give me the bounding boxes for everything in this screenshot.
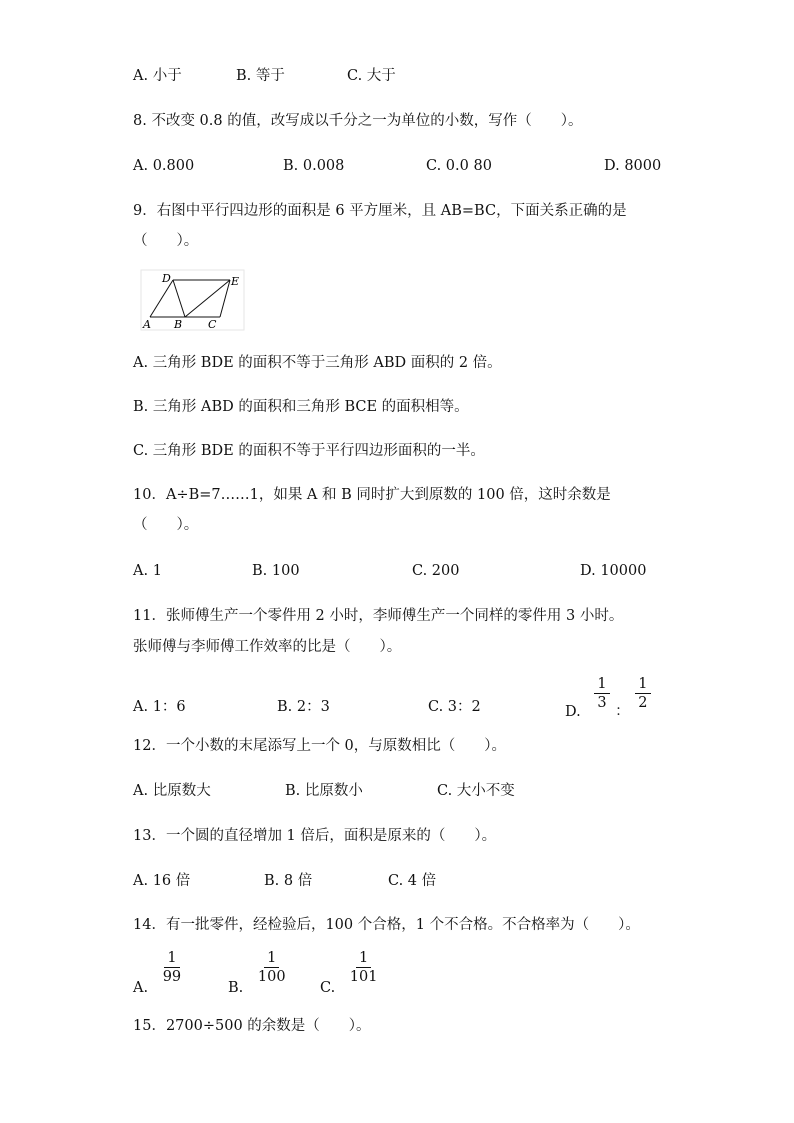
q12-option-b[interactable]: B. 比原数小	[285, 783, 363, 799]
q8-option-d[interactable]: D. 8000	[604, 158, 662, 174]
q14-option-b-label: B.	[228, 979, 244, 996]
q10-option-b[interactable]: B. 100	[252, 563, 300, 579]
q10-stem-line1: 10．A÷B=7……1，如果 A 和 B 同时扩大到原数的 100 倍，这时余数是	[133, 487, 611, 503]
q11-stem-line2: 张师傅与李师傅工作效率的比是（ ）。	[133, 639, 402, 655]
q11-option-d-fraction-2	[635, 676, 650, 711]
q10-option-d[interactable]: D. 10000	[580, 563, 647, 579]
q11-option-d-fraction-1	[594, 676, 609, 711]
q11-option-d-label: D.	[565, 703, 581, 720]
fraction-denominator: 2	[638, 695, 648, 711]
fraction-numerator: 1	[164, 950, 179, 968]
q8-option-b[interactable]: B. 0.008	[283, 158, 345, 174]
q12-stem: 12．一个小数的末尾添写上一个 0，与原数相比（ ）。	[133, 738, 507, 754]
fraction-denominator: 99	[162, 969, 182, 985]
label-d: D	[162, 272, 171, 285]
fraction-numerator: 1	[356, 950, 371, 968]
q8-stem: 8. 不改变 0.8 的值，改写成以千分之一为单位的小数，写作（ ）。	[133, 113, 583, 129]
q12-option-c[interactable]: C. 大小不变	[437, 783, 515, 799]
q13-option-b[interactable]: B. 8 倍	[264, 873, 313, 889]
q14-option-b[interactable]	[228, 950, 290, 996]
label-e: E	[231, 275, 240, 288]
q14-option-c-label: C.	[320, 979, 336, 996]
q12-option-a[interactable]: A. 比原数大	[133, 783, 211, 799]
fraction-denominator: 101	[349, 969, 378, 985]
fraction-numerator: 1	[635, 676, 650, 694]
q7-option-c[interactable]: C. 大于	[347, 68, 396, 84]
q11-option-b[interactable]: B. 2：3	[277, 699, 330, 715]
segment-db	[173, 280, 185, 317]
q8-option-a[interactable]: A. 0.800	[133, 158, 195, 174]
q10-stem-line2: （ ）。	[133, 517, 199, 533]
q9-option-a[interactable]: A. 三角形 BDE 的面积不等于三角形 ABD 面积的 2 倍。	[133, 355, 502, 371]
q7-option-a[interactable]: A. 小于	[133, 68, 182, 84]
label-a: A	[143, 318, 151, 331]
q10-option-c[interactable]: C. 200	[412, 563, 460, 579]
q9-stem-line1: 9．右图中平行四边形的面积是 6 平方厘米，且 AB=BC，下面关系正确的是	[133, 203, 627, 219]
q11-option-c[interactable]: C. 3：2	[428, 699, 481, 715]
fraction-denominator: 3	[597, 695, 607, 711]
q11-stem-line1: 11．张师傅生产一个零件用 2 小时，李师傅生产一个同样的零件用 3 小时。	[133, 608, 624, 624]
segment-be	[185, 280, 230, 317]
fraction-denominator: 100	[257, 969, 286, 985]
q15-stem: 15．2700÷500 的余数是（ ）。	[133, 1018, 371, 1034]
q8-option-c[interactable]: C. 0.0 80	[426, 158, 492, 174]
q11-option-d-separator: ：	[615, 703, 630, 720]
q10-option-a[interactable]: A. 1	[133, 563, 162, 579]
q13-option-c[interactable]: C. 4 倍	[388, 873, 437, 889]
q9-option-c[interactable]: C. 三角形 BDE 的面积不等于平行四边形面积的一半。	[133, 443, 485, 459]
segment-ad	[150, 280, 173, 317]
q9-option-b[interactable]: B. 三角形 ABD 的面积和三角形 BCE 的面积相等。	[133, 399, 469, 415]
q13-option-a[interactable]: A. 16 倍	[133, 873, 191, 889]
q7-option-b[interactable]: B. 等于	[236, 68, 285, 84]
q14-option-a-fraction	[160, 950, 184, 985]
fraction-numerator: 1	[594, 676, 609, 694]
q14-option-c-fraction	[347, 950, 381, 985]
label-b: B	[174, 318, 183, 331]
q14-option-a-label: A.	[133, 979, 149, 996]
q11-option-a[interactable]: A. 1：6	[133, 699, 186, 715]
fraction-numerator: 1	[264, 950, 279, 968]
q9-parallelogram-figure	[140, 268, 248, 332]
figure-frame	[141, 270, 244, 330]
q11-option-d[interactable]	[565, 676, 652, 721]
label-c: C	[208, 318, 217, 331]
q14-option-b-fraction	[255, 950, 289, 985]
q13-stem: 13．一个圆的直径增加 1 倍后，面积是原来的（ ）。	[133, 828, 497, 844]
q14-stem: 14．有一批零件，经检验后，100 个合格，1 个不合格。不合格率为（ ）。	[133, 917, 640, 933]
segment-ce	[220, 280, 230, 317]
q14-option-a[interactable]	[133, 950, 185, 996]
q9-stem-line2: （ ）。	[133, 233, 199, 249]
q14-option-c[interactable]	[320, 950, 381, 996]
